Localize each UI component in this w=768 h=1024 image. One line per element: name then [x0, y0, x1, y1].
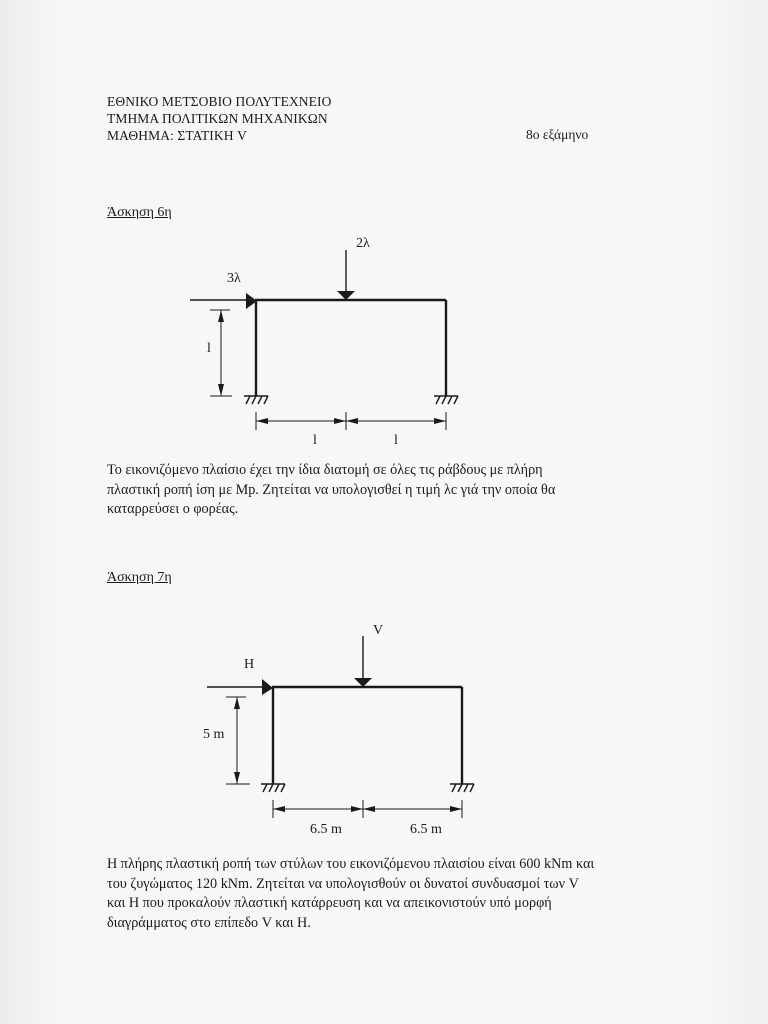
exercise-7-line-2: του ζυγώματος 120 kNm. Ζητείται να υπολογισθούν οι δυνατοί συνδυασμοί των V: [107, 875, 579, 892]
height-label-6: l: [207, 341, 211, 356]
semester-label: 8ο εξάμηνο: [526, 127, 589, 142]
exercise-7-line-1: Η πλήρης πλαστική ροπή των στύλων του εικονιζόμενου πλαισίου είναι 600 kNm και: [107, 856, 595, 872]
span-right-label-7: 6.5 m: [410, 822, 442, 837]
exercise-6-title: Άσκηση 6η: [107, 205, 172, 220]
exercise-7-line-3: και H που προκαλούν πλαστική κατάρρευση και να απεικονιστούν υπό μορφή: [107, 895, 552, 911]
height-label-7: 5 m: [203, 727, 225, 742]
exercise-6-line-2: πλαστική ροπή ίση με Mp. Ζητείται να υπολογισθεί η τιμή λc γιά την οποία θα: [107, 481, 556, 498]
span-right-label-6: l: [394, 433, 398, 448]
span-left-label-6: l: [313, 433, 317, 448]
vertical-load-arrowhead-7: [354, 678, 372, 687]
horizontal-load-arrowhead-7: [262, 679, 273, 695]
vertical-load-label-6: 2λ: [356, 236, 370, 251]
height-arrow-bottom-7: [234, 772, 240, 784]
exercise-7-title: Άσκηση 7η: [107, 570, 172, 585]
university-name: ΕΘΝΙΚΟ ΜΕΤΣΟΒΙΟ ΠΟΛΥΤΕΧΝΕΙΟ: [107, 94, 332, 109]
exercise-7-line-4: διαγράμματος στο επίπεδο V και H.: [107, 914, 311, 931]
span-arrow-l2-7: [351, 806, 363, 812]
span-left-label-7: 6.5 m: [310, 822, 342, 837]
course-name: ΜΑΘΗΜΑ: ΣΤΑΤΙΚΗ V: [107, 128, 247, 143]
height-arrow-top-7: [234, 697, 240, 709]
vertical-load-label-7: V: [373, 623, 384, 638]
horizontal-load-label-6: 3λ: [227, 271, 241, 286]
span-arrow-r2-7: [450, 806, 462, 812]
left-fixed-support-7: [261, 784, 285, 792]
exercise-6-line-3: καταρρεύσει ο φορέας.: [107, 501, 239, 517]
right-fixed-support-7: [450, 784, 474, 792]
department-name: ΤΜΗΜΑ ΠΟΛΙΤΙΚΩΝ ΜΗΧΑΝΙΚΩΝ: [107, 111, 328, 126]
horizontal-load-label-7: H: [244, 657, 255, 672]
exercise-7-text: [107, 855, 645, 933]
span-arrow-r1-7: [363, 806, 375, 812]
exercise-6-line-1: Το εικονιζόμενο πλαίσιο έχει την ίδια διατομή σε όλες τις ράβδους με πλήρη: [107, 462, 543, 478]
span-arrow-l1-7: [273, 806, 285, 812]
